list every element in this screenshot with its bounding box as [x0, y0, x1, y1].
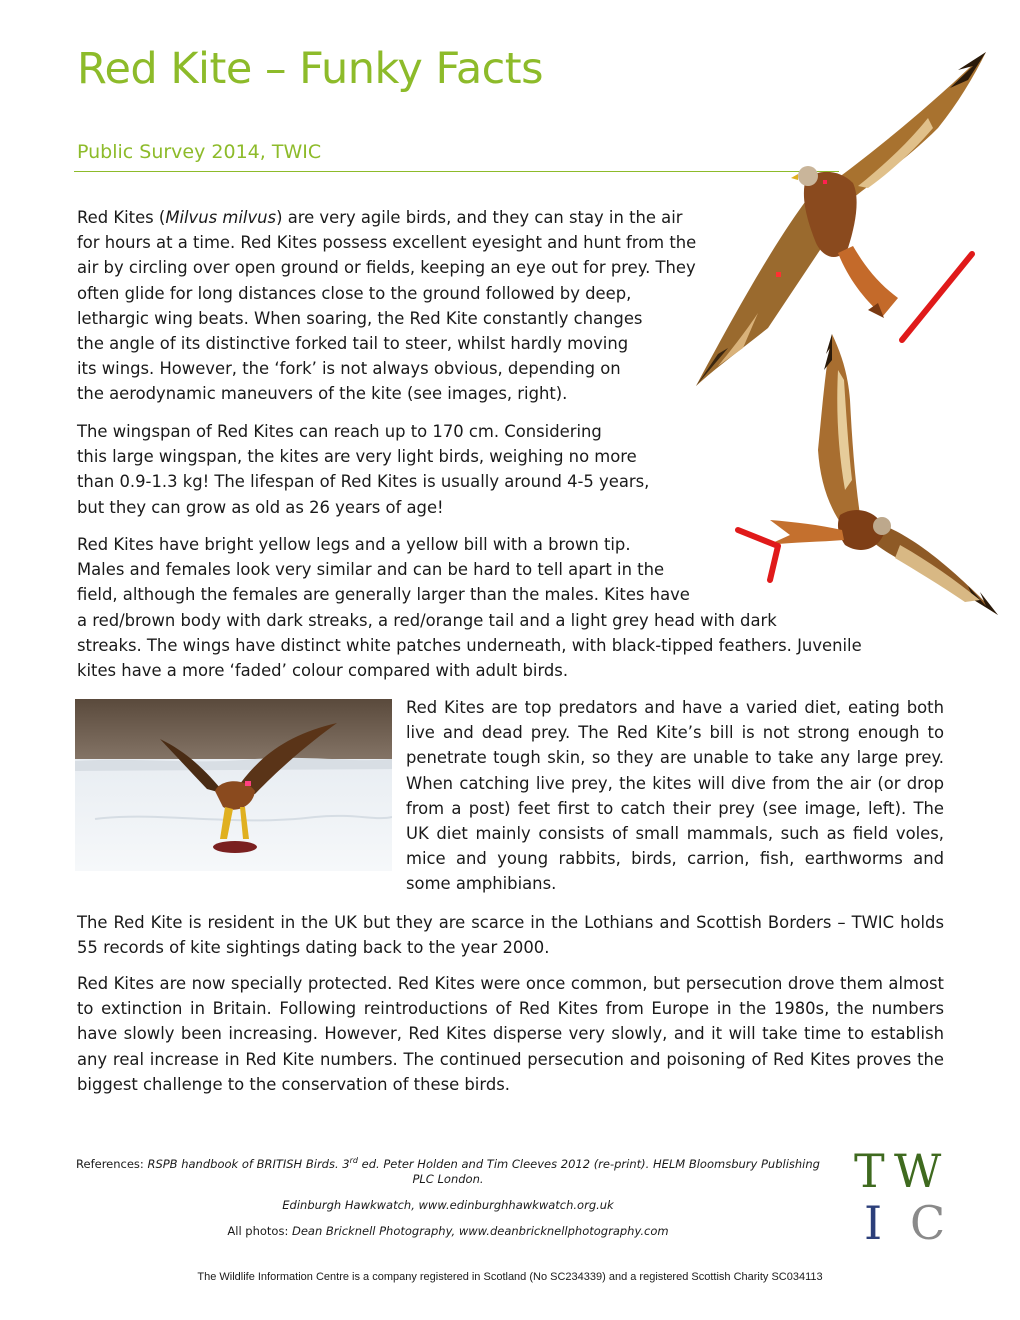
- p3-line: field, although the females are generally larger than the males. Kites have: [77, 585, 690, 605]
- twic-logo: [852, 1144, 962, 1250]
- reference-publisher: PLC London.: [412, 1171, 484, 1186]
- p1-line: the aerodynamic maneuvers of the kite (see images, right).: [77, 384, 568, 404]
- p1-line: for hours at a time. Red Kites possess excellent eyesight and hunt from the: [77, 233, 697, 253]
- appearance-paragraph: [77, 532, 957, 683]
- reference-hawkwatch: [50, 1198, 846, 1213]
- p2-line: this large wingspan, the kites are very light birds, weighing no more: [77, 447, 637, 467]
- p3-line: Males and females look very similar and can be hard to tell apart in the: [77, 560, 665, 580]
- p1-line: lethargic wing beats. When soaring, the Red Kite constantly changes: [77, 308, 643, 328]
- p3-line: streaks. The wings have distinct white patches underneath, with black-tipped feathers. Juvenile: [77, 635, 862, 655]
- p1-text-start: Red Kites (: [77, 208, 166, 227]
- p2-line: than 0.9-1.3 kg! The lifespan of Red Kites is usually around 4-5 years,: [77, 472, 650, 492]
- page-title: Red Kite – Funky Facts: [77, 44, 544, 94]
- latin-name: Milvus milvus: [165, 208, 277, 227]
- logo-letter-c: C: [910, 1196, 946, 1250]
- p1-line: its wings. However, the ‘fork’ is not always obvious, depending on: [77, 359, 621, 379]
- p3-line: a red/brown body with dark streaks, a red/orange tail and a light grey head with dark: [77, 610, 777, 630]
- photos-label: All photos:: [227, 1224, 292, 1238]
- reference-book-cont: ed. Peter Holden and Tim Cleeves 2012 (re-print). HELM Bloomsbury Publishing: [357, 1156, 820, 1171]
- p2-line: but they can grow as old as 26 years of age!: [77, 497, 444, 517]
- logo-letter-t: T: [854, 1144, 885, 1198]
- diet-paragraph: Red Kites are top predators and have a varied diet, eating both live and dead prey. The Red Kite’s bill is not strong enough to penetrate tough skin, so they are unable to take any large prey. When catching live prey, the kites will dive from the air (or drop from a post) feet first to catch their prey (see image, left). The UK diet mainly consists of small mammals, such as field voles, mice and young rabbits, birds, carrion, fish, earthworms and some amphibians.: [406, 698, 944, 894]
- conservation-paragraph: Red Kites are now specially protected. Red Kites were once common, but persecution drove them almost to extinction in Britain. Following reintroductions of Red Kites from Europe in the 1980s, the numbers have slowly been increasing. However, Red Kites disperse very slowly, and it will take time to establish any real increase in Red Kite numbers. The continued persecution and poisoning of Red Kites proves the biggest challenge to the conservation of these birds.: [77, 974, 944, 1094]
- p1-line: the angle of its distinctive forked tail to steer, whilst hardly moving: [77, 334, 629, 354]
- residency-paragraph: The Red Kite is resident in the UK but they are scarce in the Lothians and Scottish Borders – TWIC holds 55 records of kite sightings dating back to the year 2000.: [77, 913, 944, 958]
- photos-credit-link: Dean Bricknell Photography, www.deanbricknellphotography.com: [292, 1224, 669, 1238]
- kite-catching-prey-photo: [75, 699, 392, 871]
- logo-letter-w: W: [894, 1144, 942, 1198]
- reference-book: RSPB handbook of BRITISH Birds. 3: [147, 1156, 350, 1171]
- references-line: [50, 1153, 846, 1187]
- footer-registration: The Wildlife Information Centre is a company registered in Scotland (No SC234339) and a registered Scottish Charity SC034113: [197, 1271, 823, 1283]
- hawkwatch-link: Edinburgh Hawkwatch, www.edinburghhawkwatch.org.uk: [282, 1198, 614, 1212]
- references-label: References:: [76, 1156, 148, 1171]
- p3-line: Red Kites have bright yellow legs and a yellow bill with a brown tip.: [77, 535, 631, 554]
- p1-line: air by circling over open ground or fields, keeping an eye out for prey. They: [77, 258, 696, 278]
- intro-paragraph: [77, 205, 757, 407]
- p1-line: ) are very agile birds, and they can stay in the air: [276, 208, 683, 227]
- logo-letter-i: I: [864, 1196, 883, 1250]
- wingspan-paragraph: [77, 419, 737, 520]
- p3-line: kites have a more ‘faded’ colour compared with adult birds.: [77, 661, 569, 681]
- p2-line: The wingspan of Red Kites can reach up to 170 cm. Considering: [77, 422, 602, 441]
- p1-line: often glide for long distances close to the ground followed by deep,: [77, 283, 632, 303]
- reference-edition-sup: rd: [349, 1156, 358, 1165]
- page-subtitle: Public Survey 2014, TWIC: [77, 141, 322, 163]
- photo-credit: [50, 1224, 846, 1239]
